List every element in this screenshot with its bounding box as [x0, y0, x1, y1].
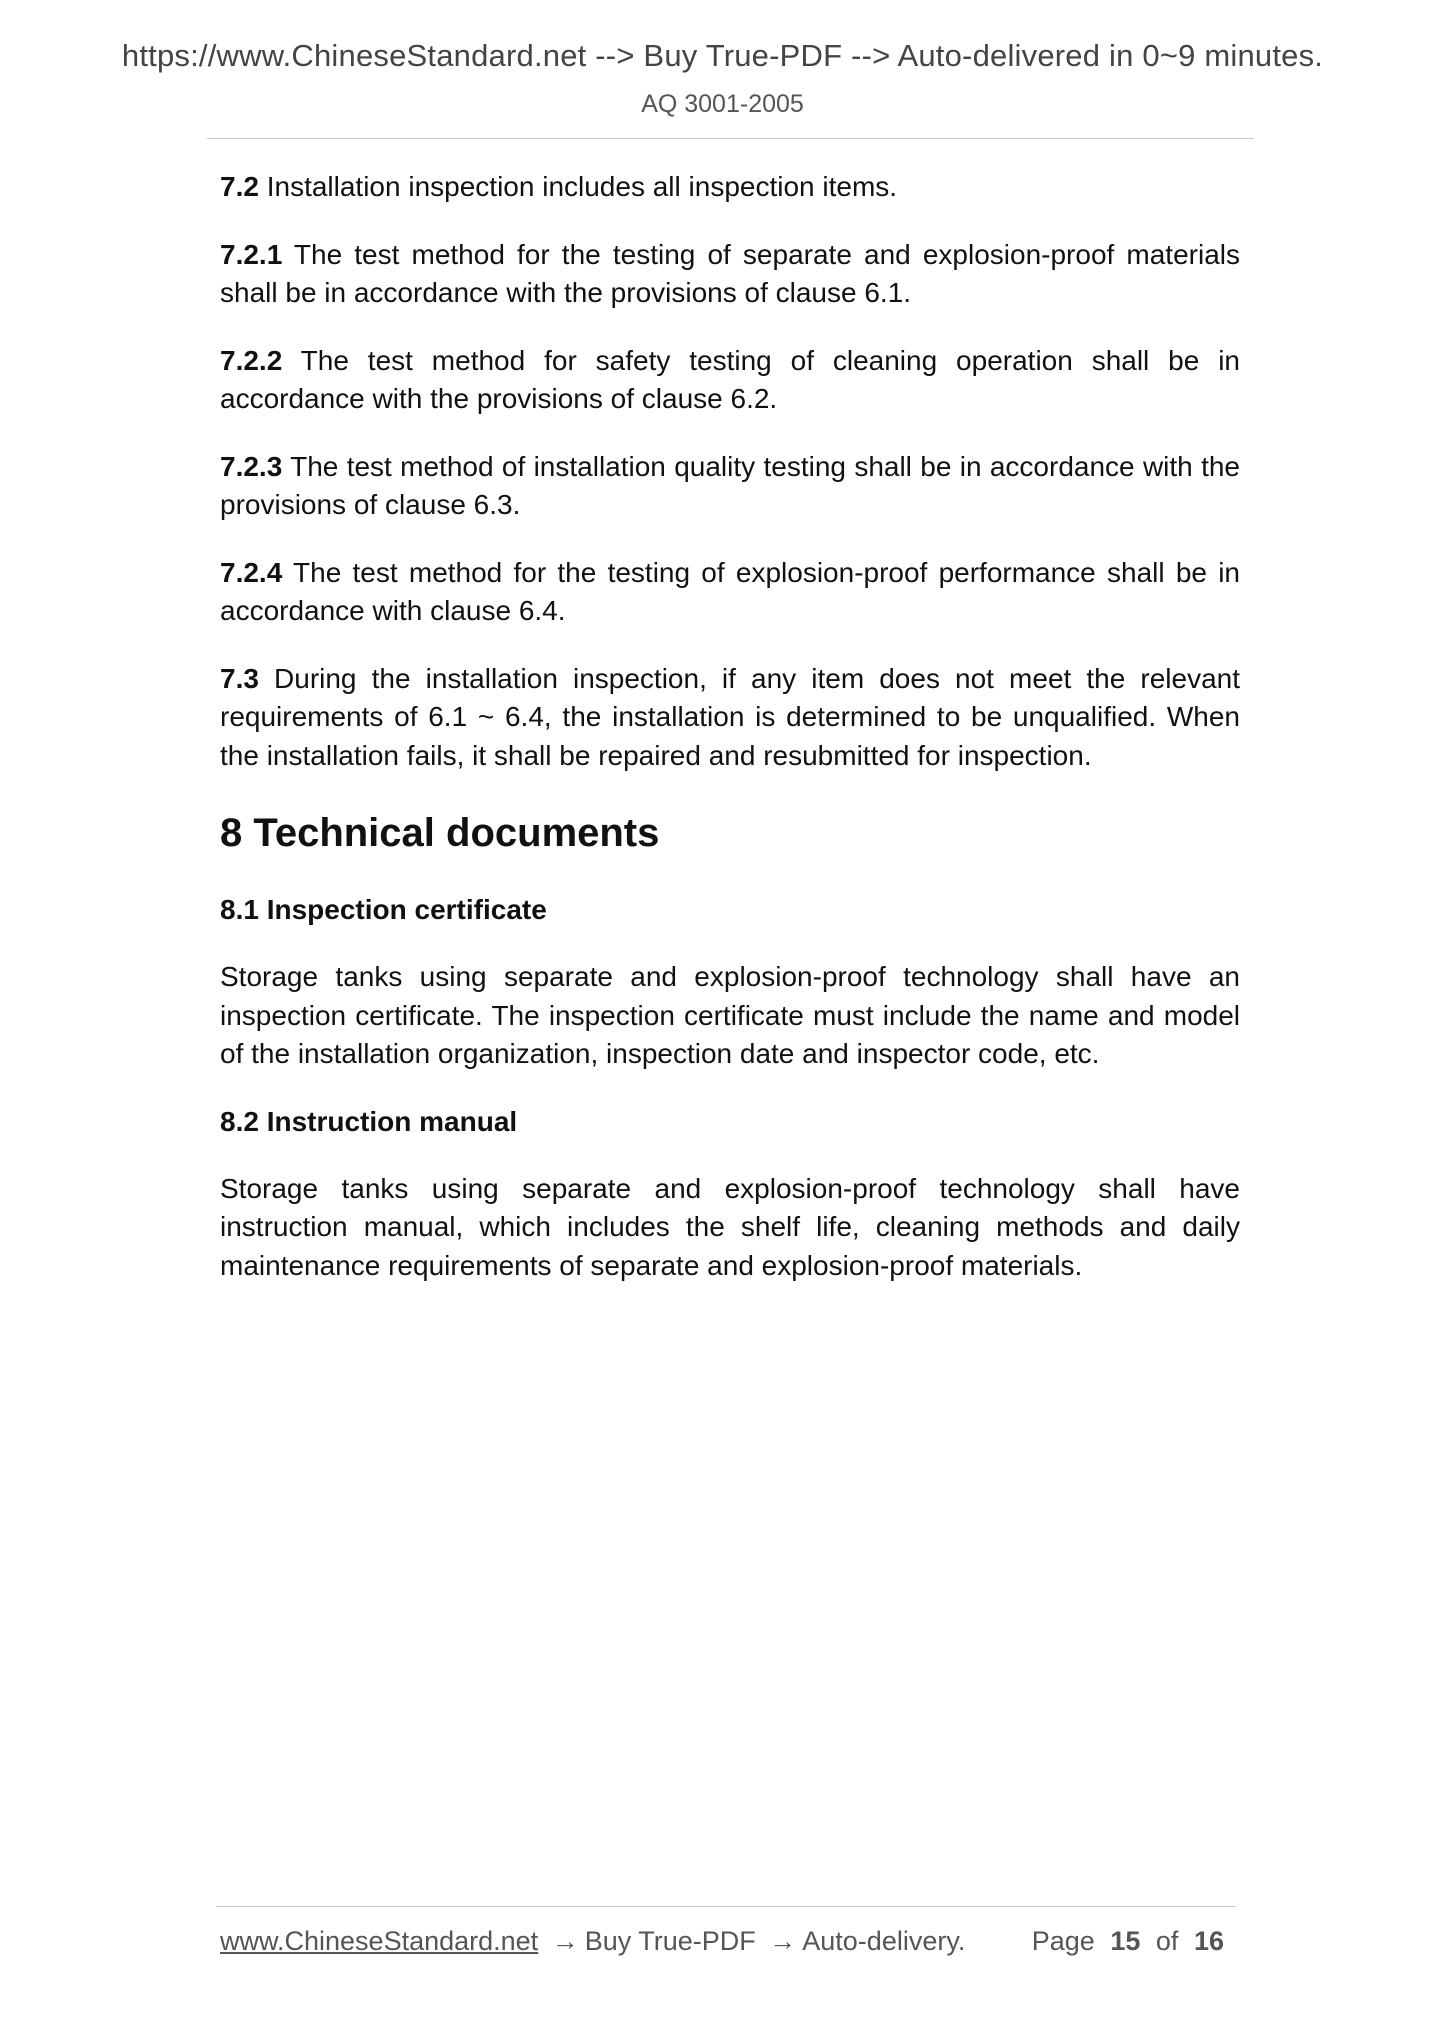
subsection-8-2-text: Storage tanks using separate and explosion-proof technology shall have instruction manual, which includes the shelf life, cleaning methods and daily maintenance requirements of separate and explosion-proof materials. [220, 1172, 1240, 1281]
clause-number: 7.2.2 [220, 344, 283, 376]
subsection-8-1-text: Storage tanks using separate and explosion-proof technology shall have an inspection certificate. The inspection certificate must include the name and model of the installation organization, inspection date and inspector code, etc. [220, 961, 1240, 1069]
footer-delivery-text: Auto-delivery. [802, 1926, 966, 1956]
clause-text: The test method for the testing of separate and explosion-proof materials shall be in accordance with the provisions of clause 6.1. [220, 238, 1240, 308]
clause-7-2-4 [220, 554, 1240, 631]
clause-7-2-3 [220, 448, 1240, 525]
clause-7-2-1 [220, 236, 1240, 313]
clause-number: 7.2.4 [220, 556, 283, 588]
clause-text: The test method for safety testing of cleaning operation shall be in accordance with the provisions of clause 6.2. [220, 344, 1240, 414]
clause-text: The test method for the testing of explosion-proof performance shall be in accordance with clause 6.4. [220, 556, 1240, 626]
header-banner: https://www.ChineseStandard.net --> Buy True-PDF --> Auto-delivered in 0~9 minutes. [121, 38, 1324, 73]
clause-number: 7.2.1 [220, 238, 283, 270]
header-divider [207, 138, 1254, 139]
page-total: 16 [1193, 1926, 1224, 1956]
footer-promo [220, 1926, 965, 1957]
clause-number: 7.3 [220, 662, 259, 694]
document-id: AQ 3001-2005 [641, 90, 804, 118]
clause-text: The test method of installation quality testing shall be in accordance with the provisions of clause 6.3. [220, 450, 1240, 520]
arrow-right-icon: → [551, 1926, 579, 1956]
page-number [1032, 1926, 1232, 1957]
page-label: Page [1031, 1926, 1095, 1956]
of-label: of [1155, 1926, 1179, 1956]
footer-divider [216, 1906, 1236, 1907]
clause-text: Installation inspection includes all inspection items. [258, 171, 898, 202]
footer-buy-text: Buy True-PDF [584, 1926, 756, 1956]
clause-7-2-2 [220, 342, 1240, 419]
clause-number: 7.2 [220, 171, 259, 202]
arrow-right-icon: → [769, 1926, 797, 1956]
clause-7-3 [220, 660, 1240, 776]
clause-number: 7.2.3 [220, 450, 283, 482]
footer-site-link[interactable]: www.ChineseStandard.net [220, 1926, 539, 1956]
document-body [220, 168, 1240, 1314]
clause-7-2 [220, 168, 1240, 207]
page-current: 15 [1110, 1926, 1141, 1956]
subsection-8-1-heading: 8.1 Inspection certificate [220, 894, 547, 925]
subsection-8-2-heading: 8.2 Instruction manual [220, 1105, 518, 1137]
section-8-heading: 8 Technical documents [220, 811, 660, 855]
clause-text: During the installation inspection, if any item does not meet the relevant requirements of 6.1 ~ 6.4, the installation is determined to be unqualified. When the installation fails, it shall be repaired and resubmitted for inspection. [220, 662, 1240, 771]
